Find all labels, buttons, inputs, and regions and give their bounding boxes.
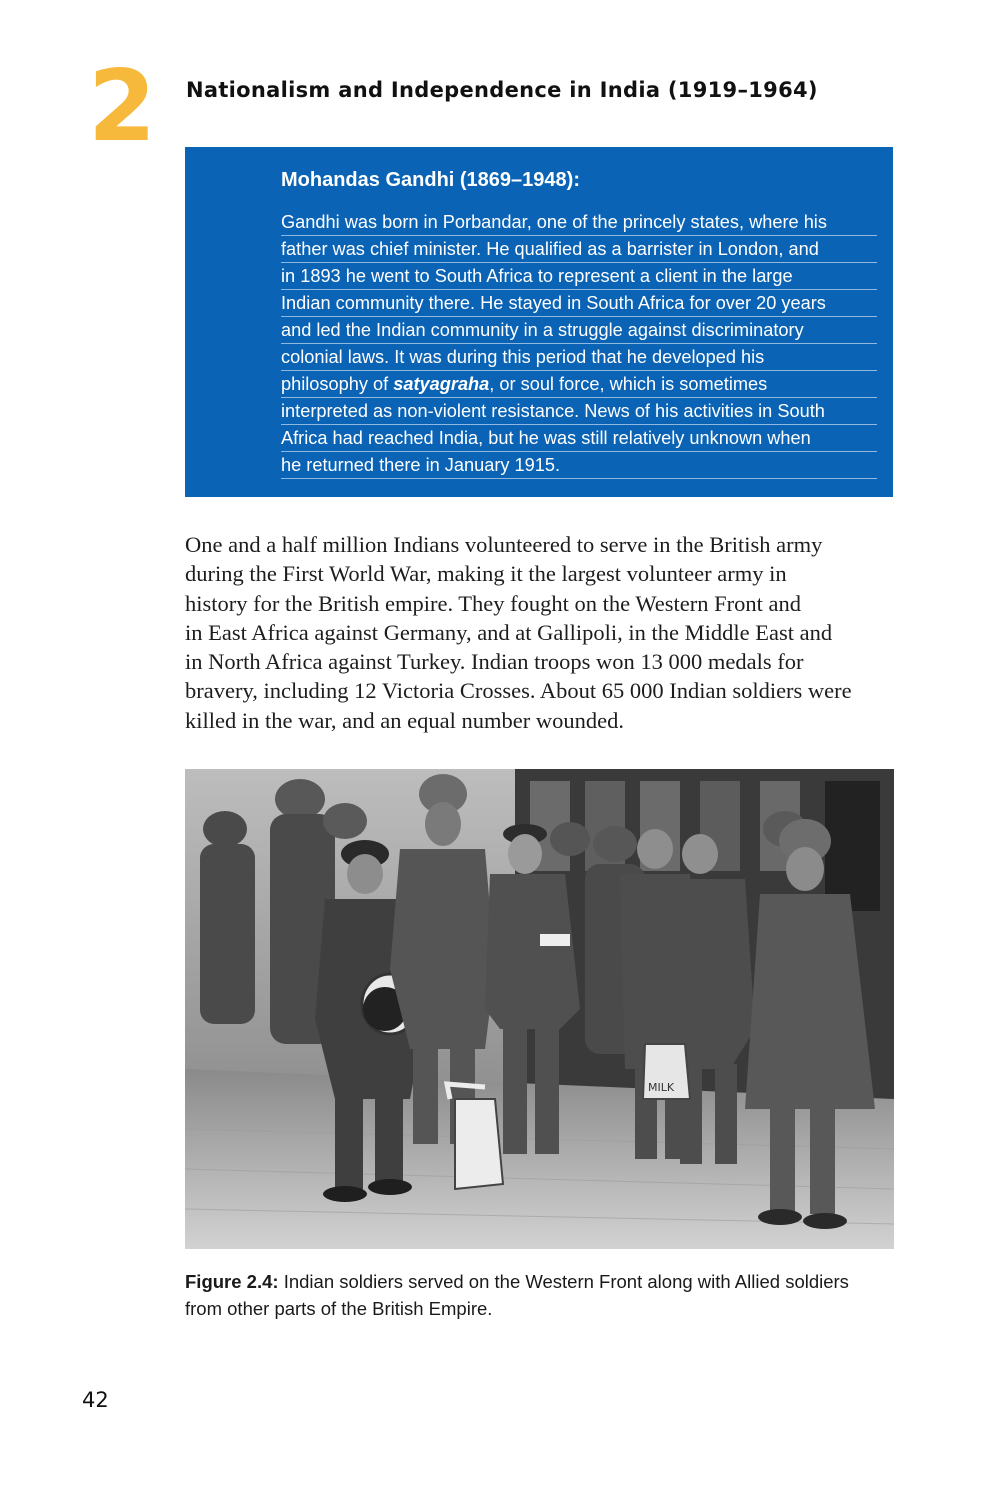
figure-label: Figure 2.4: bbox=[185, 1271, 279, 1292]
body-line: bravery, including 12 Victoria Crosses. About 65 000 Indian soldiers were bbox=[185, 678, 852, 704]
body-line: killed in the war, and an equal number wounded. bbox=[185, 707, 624, 733]
photo-illustration bbox=[185, 769, 894, 1249]
soldiers-photograph bbox=[185, 769, 894, 1249]
biography-line: interpreted as non-violent resistance. News of his activities in South bbox=[281, 398, 877, 425]
page-number: 42 bbox=[82, 1388, 109, 1412]
body-paragraph bbox=[185, 530, 900, 735]
body-line: in East Africa against Germany, and at Gallipoli, in the Middle East and bbox=[185, 619, 833, 645]
chapter-title: Nationalism and Independence in India (1919–1964) bbox=[186, 78, 818, 102]
biography-line: colonial laws. It was during this period that he developed his bbox=[281, 344, 877, 371]
caption-line bbox=[185, 1268, 905, 1295]
biography-line bbox=[281, 371, 877, 398]
caption-text: Indian soldiers served on the Western Front along with Allied soldiers bbox=[278, 1271, 849, 1292]
biography-heading: Mohandas Gandhi (1869–1948): bbox=[281, 169, 580, 191]
caption-line: from other parts of the British Empire. bbox=[185, 1298, 493, 1319]
chapter-number: 2 bbox=[88, 50, 157, 164]
body-line: history for the British empire. They fought on the Western Front and bbox=[185, 590, 802, 616]
jug-label: MILK bbox=[648, 1081, 675, 1094]
biography-line: Indian community there. He stayed in South Africa for over 20 years bbox=[281, 290, 877, 317]
body-line: during the First World War, making it the largest volunteer army in bbox=[185, 561, 787, 587]
satyagraha-term: satyagraha bbox=[393, 374, 490, 394]
body-line: in North Africa against Turkey. Indian troops won 13 000 medals for bbox=[185, 649, 804, 675]
figure-caption bbox=[185, 1268, 905, 1322]
biography-line: and led the Indian community in a struggle against discriminatory bbox=[281, 317, 877, 344]
biography-box bbox=[185, 147, 893, 497]
biography-text-segment: philosophy of bbox=[281, 374, 394, 394]
milk-jug-ground bbox=[447, 1084, 503, 1189]
biography-line: in 1893 he went to South Africa to represent a client in the large bbox=[281, 263, 877, 290]
biography-text-segment: , or soul force, which is sometimes bbox=[489, 374, 768, 394]
biography-line: father was chief minister. He qualified as a barrister in London, and bbox=[281, 236, 877, 263]
milk-jug-labelled bbox=[643, 1044, 690, 1099]
biography-text bbox=[281, 209, 877, 479]
biography-line: he returned there in January 1915. bbox=[281, 452, 877, 479]
biography-line: Gandhi was born in Porbandar, one of the princely states, where his bbox=[281, 209, 877, 236]
biography-line: Africa had reached India, but he was still relatively unknown when bbox=[281, 425, 877, 452]
body-line: One and a half million Indians volunteered to serve in the British army bbox=[185, 532, 823, 557]
